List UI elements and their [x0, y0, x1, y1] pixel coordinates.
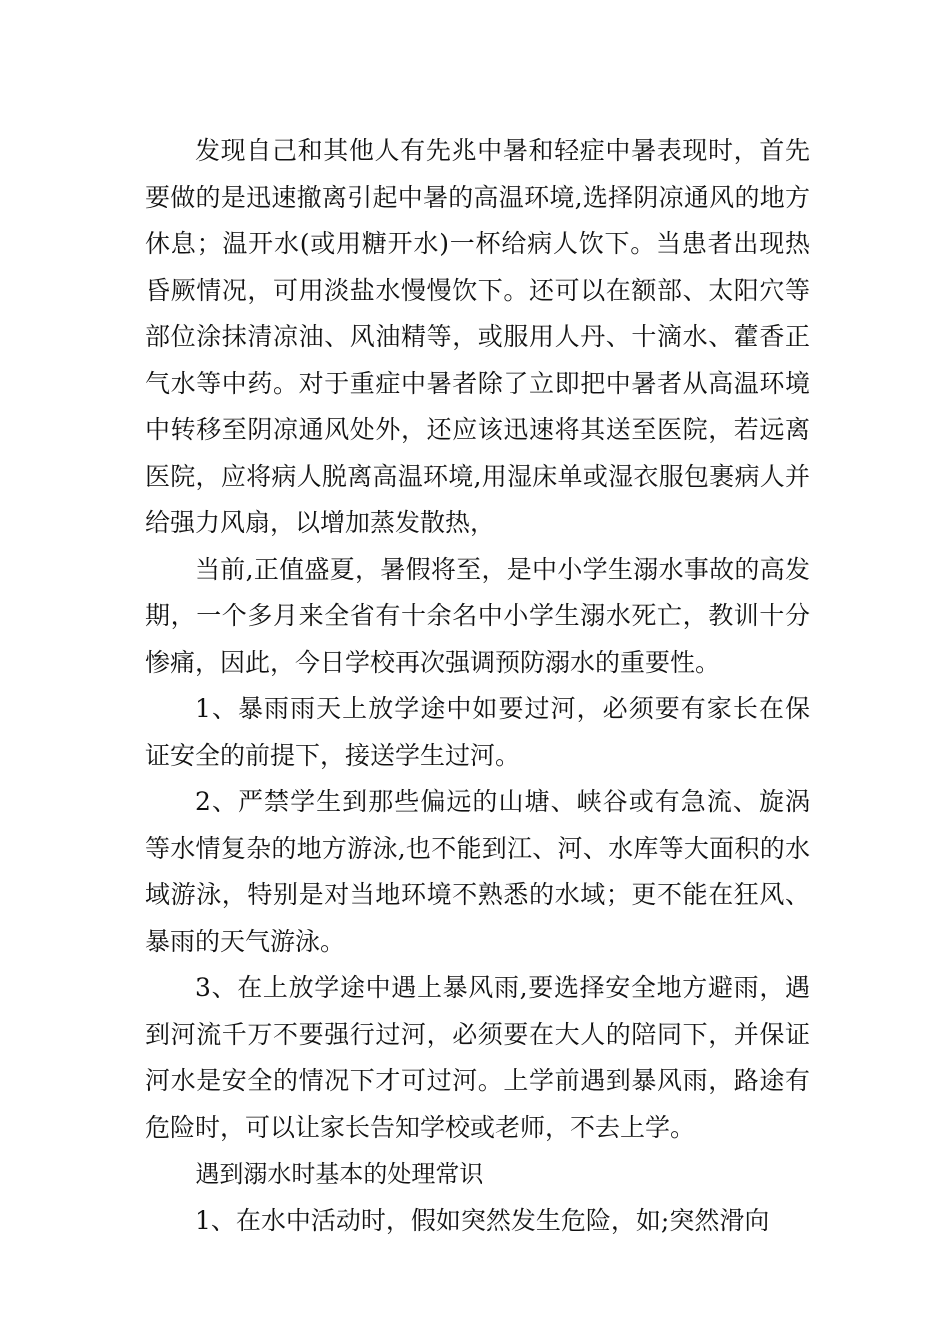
section-heading: 遇到溺水时基本的处理常识	[195, 1160, 484, 1188]
paragraph-heatstroke-first-aid: 发现自己和其他人有先兆中暑和轻症中暑表现时，首先要做的是迅速撤离引起中暑的高温环境,选择阴凉通风的地方休息；温开水(或用糖开水)一杯给病人饮下。当患者出现热昏厥情况，可用淡盐水慢慢饮下。还可以在额部、太阳穴等部位涂抹清凉油、风油精等，或服用人丹、十滴水、藿香正气水等中药。对于重症中暑者除了立即把中暑者从高温环境中转移至阴凉通风处外，还应该迅速将其送至医院，若远离医院，应将病人脱离高温环境,用湿床单或湿衣服包裹病人并给强力风扇，以增加蒸发散热，	[145, 136, 810, 537]
paragraph-rule-1: 1、暴雨雨天上放学途中如要过河，必须要有家长在保证安全的前提下，接送学生过河。	[145, 694, 810, 770]
paragraph-rule-3: 3、在上放学途中遇上暴风雨,要选择安全地方避雨，遇到河流千万不要强行过河，必须要在大人的陪同下，并保证河水是安全的情况下才可过河。上学前遇到暴风雨，路途有危险时，可以让家长告知学校或老师，不去上学。	[145, 973, 810, 1142]
paragraph-handling-1: 1、在水中活动时，假如突然发生危险，如;突然滑向	[195, 1205, 770, 1235]
paragraph-rule-2: 2、严禁学生到那些偏远的山塘、峡谷或有急流、旋涡等水情复杂的地方游泳,也不能到江、河、水库等大面积的水域游泳，特别是对当地环境不熟悉的水域；更不能在狂风、暴雨的天气游泳。	[145, 787, 810, 956]
paragraph-drowning-season: 当前,正值盛夏，暑假将至，是中小学生溺水事故的高发期，一个多月来全省有十余名中小学生溺水死亡，教训十分惨痛，因此，今日学校再次强调预防溺水的重要性。	[145, 554, 810, 677]
document-page	[145, 128, 810, 1244]
